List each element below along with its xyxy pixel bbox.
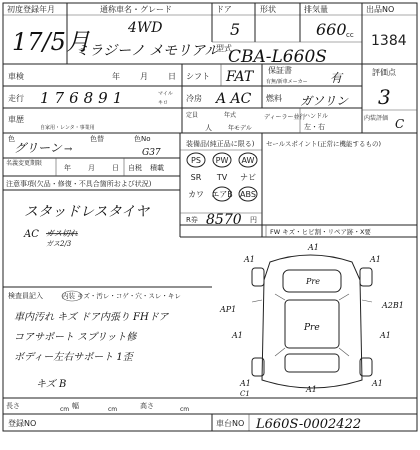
sales-point-label: セールスポイント(正常に機能するもの) [266, 140, 381, 148]
note-studless-tire: スタッドレスタイヤ [24, 204, 150, 220]
history-options: 自家用・レンタ・事業用 [40, 125, 95, 131]
inspector-line3: ボディー左右サポート 1歪 [14, 352, 133, 363]
diagram-label: A1 [232, 331, 243, 340]
deadline-day-unit: 日 [112, 164, 119, 172]
fuel-value: ガソリン [300, 94, 349, 108]
name-change-label: 名義変更期限 [6, 160, 43, 167]
warranty-label: 保証書 [268, 66, 292, 75]
diagram-label: A1 [380, 331, 391, 340]
equipment-item: エアB [211, 190, 233, 199]
lot-number: 1384 [371, 33, 407, 49]
warranty-check: 有 [330, 71, 343, 85]
warranty-sub: 有無/新車メーカー [266, 79, 308, 85]
color-change-label: 色替 [90, 135, 104, 143]
mileage-unit-km: キロ [158, 100, 169, 106]
door-value: 5 [230, 20, 241, 39]
chassis-label: 車台NO [216, 419, 245, 428]
model-code-value: CBA-L660S [228, 47, 327, 67]
car-grade-line1: 4WD [128, 20, 163, 36]
equipment-grid [187, 153, 257, 201]
ac-label: 冷房 [186, 94, 202, 103]
diagram-label: A1 [372, 379, 383, 388]
diagram-label: A1 [370, 255, 381, 264]
diagram-label: A1 [244, 255, 255, 264]
mileage-unit-mile: マイル [158, 91, 173, 97]
diagram-label: AP1 [220, 305, 237, 314]
equipment-item: SR [190, 173, 202, 182]
inspector-title: 検査員記入 [8, 292, 43, 300]
deadline-month-unit: 月 [88, 164, 95, 172]
inspector-line1: 車内汚れ キズ ドア内張り FHドア [14, 312, 169, 323]
recycle-label: R券 [186, 216, 198, 224]
diagram-label: C1 [240, 390, 250, 398]
width-unit: cm [108, 406, 118, 413]
equipment-item: AW [241, 156, 255, 165]
handle-value: 左・右 [304, 123, 325, 131]
recycle-unit: 円 [250, 216, 257, 224]
tax-label: 自税 [128, 164, 142, 172]
diagram-label: A1 [240, 379, 251, 388]
inspector-line4: キズ B [36, 379, 67, 390]
shape-label: 形状 [260, 5, 276, 14]
interior-label: 内装評価 [364, 115, 389, 122]
shaken-month-unit: 月 [140, 72, 148, 81]
diagram-label: Pre [304, 323, 320, 333]
equipment-item: ABS [240, 190, 256, 199]
mileage-label: 走行 [8, 94, 24, 103]
score-value: 3 [378, 85, 391, 109]
color-code-label: 色No [134, 135, 151, 143]
shift-value: FAT [226, 69, 254, 85]
length-label: 長さ [6, 402, 20, 410]
equipment-item: カワ [188, 190, 204, 199]
color-code-value: G37 [142, 148, 161, 158]
year-label: 年式 [224, 112, 237, 119]
name-grade-label: 通称車名・グレード [100, 5, 172, 14]
shaken-year-unit: 年 [112, 72, 120, 81]
displacement-unit: cc [346, 31, 354, 39]
model-label: 型式 [216, 44, 232, 53]
diagram-label: A1 [308, 243, 319, 252]
capacity-unit: 人 [205, 124, 212, 132]
handle-label: ハンドル [304, 113, 329, 120]
color-label: 色 [8, 135, 15, 143]
fuel-label: 燃料 [266, 94, 282, 103]
history-label: 車歴 [8, 115, 24, 124]
ac-value: A AC [216, 91, 252, 107]
shaken-label: 車検 [8, 72, 24, 81]
note-ac-label: AC [24, 229, 39, 240]
recycle-value: 8570 [206, 212, 242, 228]
car-name-value: ミラジーノ メモリアル [75, 43, 219, 59]
year-sub: 年モデル [228, 125, 252, 132]
note-ac-gas: ガス2/3 [46, 240, 72, 248]
color-value: グリーン [14, 141, 62, 155]
score-label: 評価点 [372, 68, 396, 77]
displacement-label: 排気量 [304, 5, 328, 14]
equipment-item: ナビ [240, 173, 256, 182]
lot-label: 出品NO [366, 5, 395, 14]
inspector-categories: 内装 キズ・汚レ・コゲ・穴・スレ・キレ [62, 292, 181, 300]
fw-label: FW キズ・ヒビ割・リペア跡・X要 [270, 228, 371, 236]
equipment-item: TV [216, 173, 228, 182]
reg-no-label: 登録NO [8, 419, 37, 428]
note-ac-strike: ガス切れ [46, 229, 78, 238]
diagram-label: A2B1 [382, 301, 404, 310]
height-label: 高さ [140, 402, 154, 410]
diagram-label: A1 [306, 385, 317, 394]
tax-value: 積載 [150, 164, 164, 172]
shift-label: シフト [186, 72, 210, 81]
deadline-year-unit: 年 [64, 164, 71, 172]
first-reg-value: 17/5月 [12, 28, 90, 56]
equipment-title: 装備品(純正品に限る) [186, 140, 255, 148]
dealer-label: ディーラー並行 [264, 114, 306, 121]
first-reg-label: 初度登録年月 [7, 5, 55, 14]
door-label: ドア [216, 5, 232, 14]
car-damage-diagram [219, 243, 404, 398]
equipment-item: PS [191, 156, 201, 165]
chassis-number: L660S-0002422 [256, 417, 362, 432]
diagram-label: Pre [306, 277, 320, 286]
width-label: 幅 [72, 402, 79, 410]
shaken-day-unit: 日 [168, 72, 176, 81]
height-unit: cm [180, 406, 190, 413]
capacity-label: 定員 [186, 112, 199, 119]
length-unit: cm [60, 406, 70, 413]
equipment-item: PW [215, 156, 229, 165]
displacement-value: 660 [316, 20, 347, 39]
inspector-line2: コアサポート スプリット修 [14, 332, 137, 343]
color-arrow: → [64, 144, 73, 155]
interior-score: C [395, 117, 405, 131]
mileage-value: 176891 [40, 89, 128, 107]
notes-title: 注意事項(欠品・修復・不具合箇所および状況) [6, 180, 152, 188]
